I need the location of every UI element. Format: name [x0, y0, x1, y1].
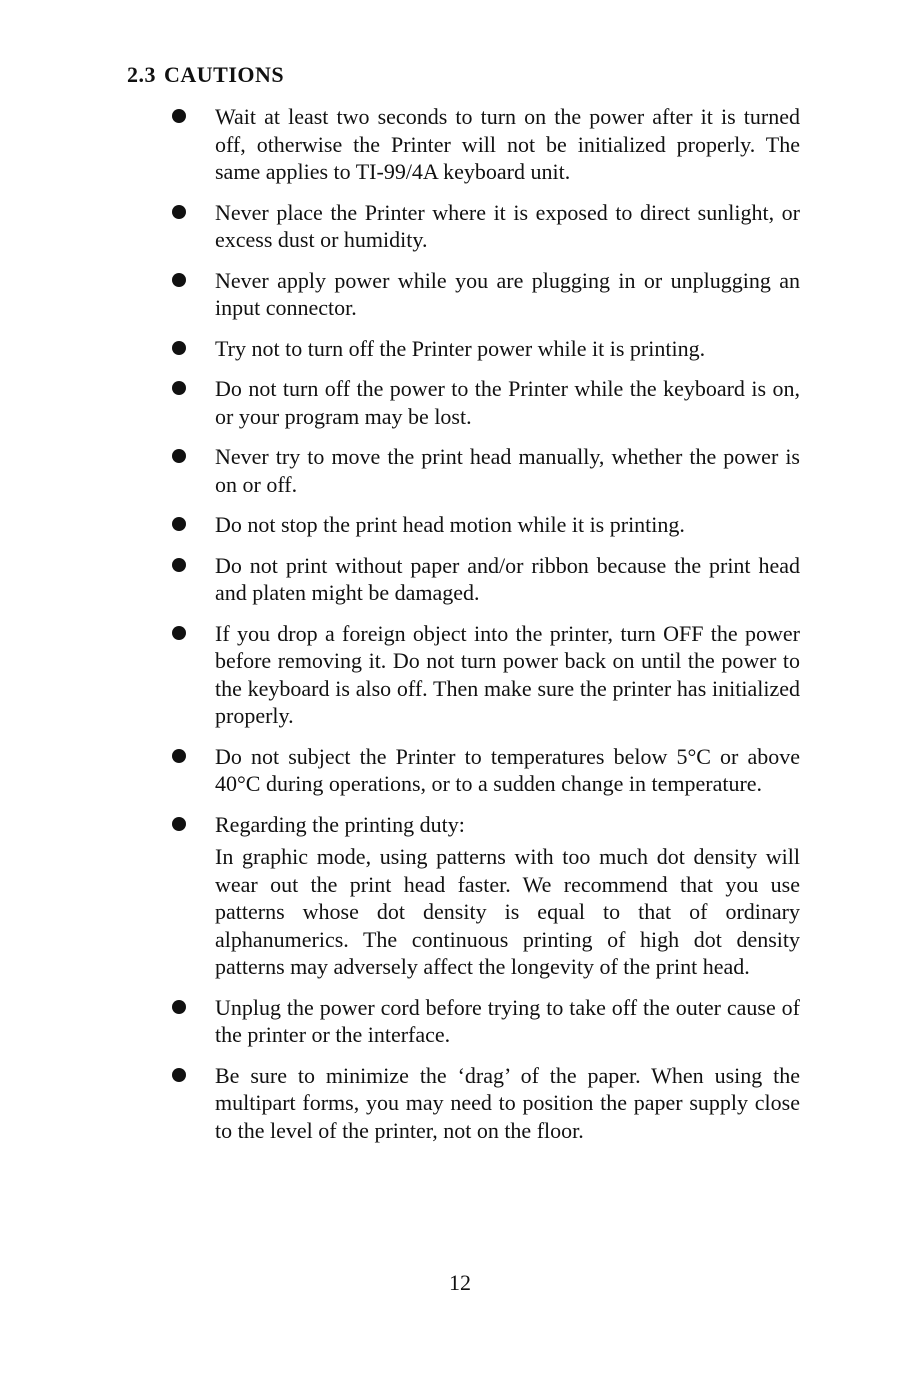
bullet-icon — [172, 558, 186, 572]
caution-item — [170, 511, 800, 539]
caution-text: Try not to turn off the Printer power while it is printing. — [215, 335, 706, 361]
caution-text: Do not stop the print head motion while it is printing. — [215, 512, 685, 537]
section-title: CAUTIONS — [164, 62, 285, 87]
caution-text: Do not turn off the power to the Printer while the keyboard is on, or your program may be lost. — [215, 376, 800, 429]
caution-item — [170, 335, 800, 363]
bullet-icon — [172, 517, 186, 531]
caution-text: Do not print without paper and/or ribbon because the print head and platen might be damaged. — [215, 552, 800, 605]
caution-text: Never apply power while you are plugging in or unplugging an input connector. — [215, 267, 800, 320]
bullet-icon — [172, 109, 186, 123]
section-number: 2.3 — [127, 62, 156, 87]
caution-text: Be sure to minimize the ‘drag’ of the paper. When using the multipart forms, you may need to position the paper supply close to the level of the printer, not on the floor. — [215, 1062, 800, 1143]
bullet-icon — [172, 381, 186, 395]
caution-item — [170, 443, 800, 498]
bullet-icon — [172, 449, 186, 463]
caution-text: Regarding the printing duty: — [215, 811, 465, 837]
caution-text: If you drop a foreign object into the printer, turn OFF the power before removing it. Do not turn power back on until the power to the keyboard is also off. Then make sure the printer has initialized properly. — [215, 620, 800, 728]
caution-text: Never try to move the print head manually, whether the power is on or off. — [215, 444, 800, 497]
caution-item — [170, 103, 800, 186]
caution-item — [170, 552, 800, 607]
cautions-list — [170, 103, 800, 1157]
caution-item — [170, 1062, 800, 1145]
bullet-icon — [172, 817, 186, 831]
bullet-icon — [172, 1000, 186, 1014]
bullet-icon — [172, 205, 186, 219]
caution-text: Never place the Printer where it is exposed to direct sunlight, or excess dust or humidity. — [215, 199, 800, 252]
caution-text: Unplug the power cord before trying to take off the outer cause of the printer or the interface. — [215, 994, 800, 1047]
caution-detail: In graphic mode, using patterns with too much dot density will wear out the print head faster. We recommend that you use patterns whose dot density is equal to that of ordinary alphanumerics. The continuous printing of high dot density patterns may adversely affect the longevity of the print head. — [215, 844, 800, 979]
bullet-icon — [172, 273, 186, 287]
section-heading — [127, 62, 284, 88]
caution-item — [170, 743, 800, 798]
caution-text: Do not subject the Printer to temperatures below 5°C or above 40°C during operations, or to a sudden change in temperature. — [215, 743, 800, 796]
bullet-icon — [172, 749, 186, 763]
caution-item — [170, 994, 800, 1049]
caution-text: Wait at least two seconds to turn on the power after it is turned off, otherwise the Printer will not be initialized properly. The same applies to TI-99/4A keyboard unit. — [215, 104, 800, 184]
bullet-icon — [172, 341, 186, 355]
caution-item — [170, 375, 800, 430]
caution-item — [170, 199, 800, 254]
caution-item — [170, 620, 800, 730]
bullet-icon — [172, 1068, 186, 1082]
bullet-icon — [172, 626, 186, 640]
caution-item — [170, 267, 800, 322]
caution-item — [170, 811, 800, 981]
page-number: 12 — [449, 1270, 471, 1295]
